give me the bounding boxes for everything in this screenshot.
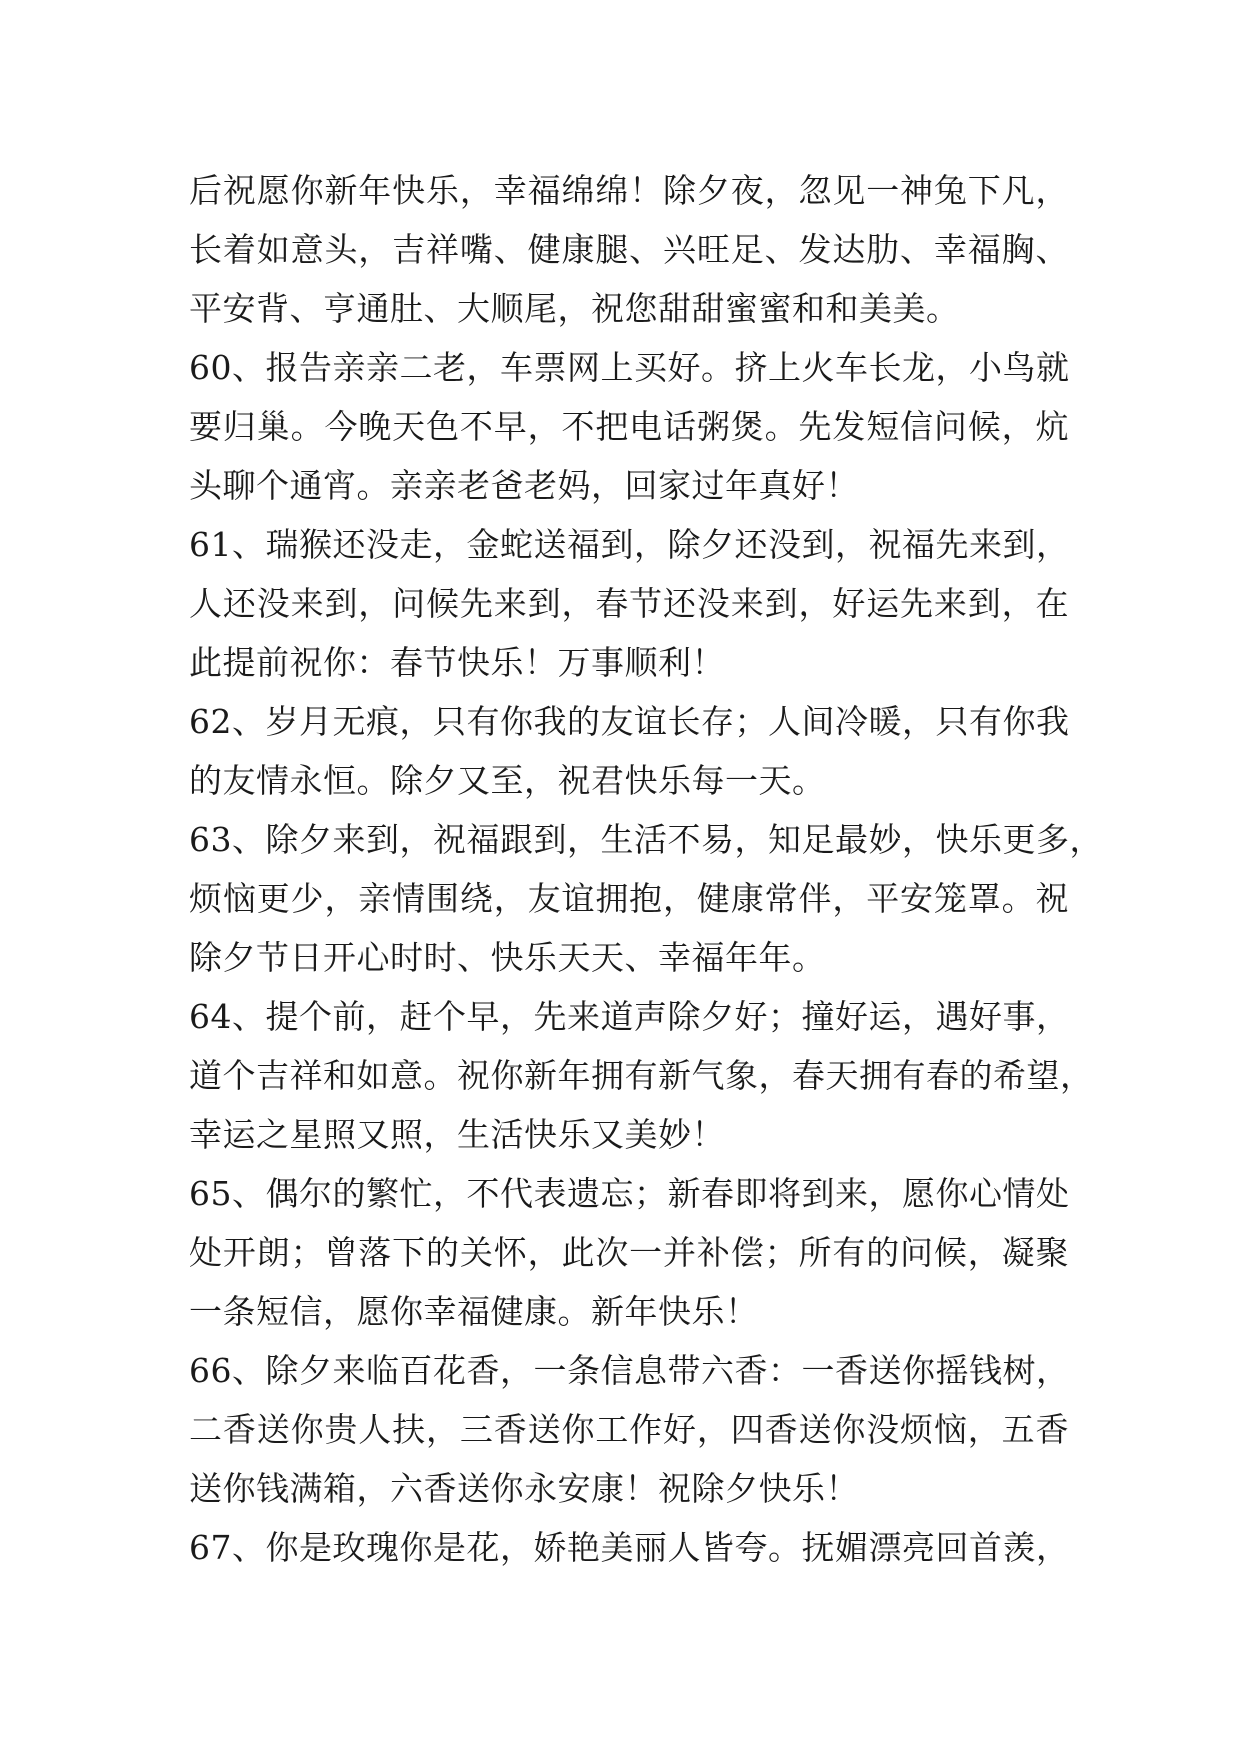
text-line: 60、报告亲亲二老，车票网上买好。挤上火车长龙，小鸟就: [189, 348, 1070, 387]
text-line: 送你钱满箱，六香送你永安康！祝除夕快乐！: [189, 1469, 859, 1508]
text-line: 一条短信，愿你幸福健康。新年快乐！: [189, 1292, 759, 1331]
text-line: 62、岁月无痕，只有你我的友谊长存；人间冷暖，只有你我: [189, 702, 1070, 741]
text-line: 此提前祝你：春节快乐！万事顺利！: [189, 643, 725, 682]
text-line: 二香送你贵人扶，三香送你工作好，四香送你没烦恼，五香: [189, 1410, 1069, 1449]
text-line: 63、除夕来到，祝福跟到，生活不易，知足最妙，快乐更多，: [189, 820, 1103, 859]
text-line: 道个吉祥和如意。祝你新年拥有新气象，春天拥有春的希望，: [189, 1056, 1094, 1095]
text-line: 幸运之星照又照，生活快乐又美妙！: [189, 1115, 725, 1154]
text-line: 除夕节日开心时时、快乐天天、幸福年年。: [189, 938, 826, 977]
text-line: 后祝愿你新年快乐，幸福绵绵！除夕夜，忽见一神兔下凡，: [189, 171, 1069, 210]
text-line: 66、除夕来临百花香，一条信息带六香：一香送你摇钱树，: [189, 1351, 1070, 1390]
text-line: 要归巢。今晚天色不早，不把电话粥煲。先发短信问候，炕: [189, 407, 1069, 446]
text-line: 人还没来到，问候先来到，春节还没来到，好运先来到，在: [189, 584, 1069, 623]
text-line: 67、你是玫瑰你是花，娇艳美丽人皆夸。抚媚漂亮回首羡，: [189, 1528, 1070, 1567]
text-line: 烦恼更少，亲情围绕，友谊拥抱，健康常伴，平安笼罩。祝: [189, 879, 1069, 918]
document-body: [189, 161, 1103, 1577]
text-line: 64、提个前，赶个早，先来道声除夕好；撞好运，遇好事，: [189, 997, 1070, 1036]
text-line: 处开朗；曾落下的关怀，此次一并补偿；所有的问候，凝聚: [189, 1233, 1069, 1272]
text-line: 头聊个通宵。亲亲老爸老妈，回家过年真好！: [189, 466, 859, 505]
text-line: 65、偶尔的繁忙，不代表遗忘；新春即将到来，愿你心情处: [189, 1174, 1070, 1213]
text-line: 61、瑞猴还没走，金蛇送福到，除夕还没到，祝福先来到，: [189, 525, 1070, 564]
text-line: 的友情永恒。除夕又至，祝君快乐每一天。: [189, 761, 826, 800]
text-line: 平安背、亨通肚、大顺尾，祝您甜甜蜜蜜和和美美。: [189, 289, 960, 328]
text-line: 长着如意头，吉祥嘴、健康腿、兴旺足、发达肋、幸福胸、: [189, 230, 1069, 269]
